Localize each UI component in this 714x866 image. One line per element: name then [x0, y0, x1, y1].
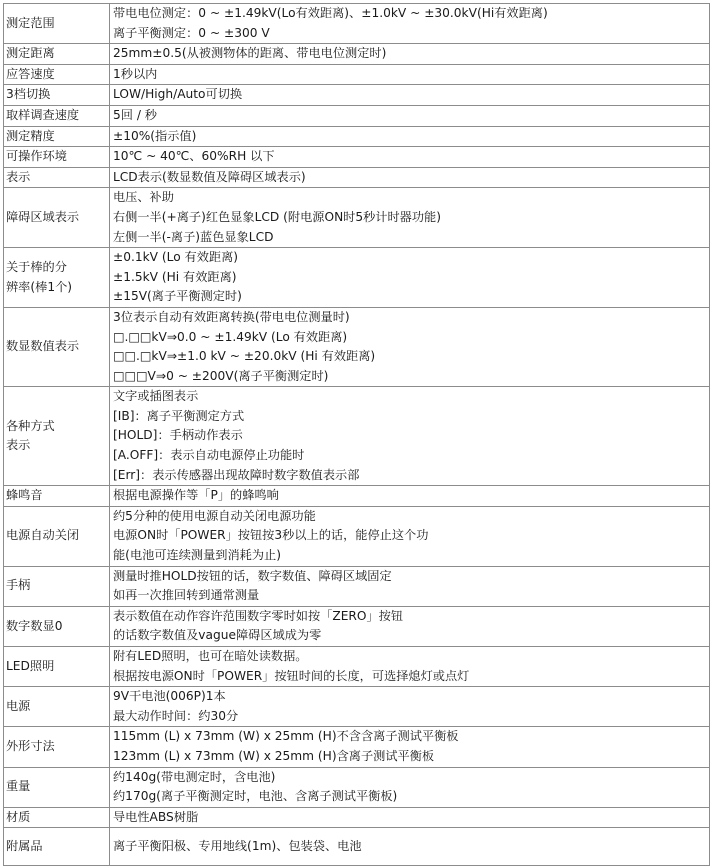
- spec-value: [110, 126, 710, 147]
- spec-value: [110, 566, 710, 606]
- spec-value-line: 根据电源操作等「P」的蜂鸣响: [113, 488, 279, 503]
- spec-value-line: ±1.5kV (Hi 有效距离): [113, 269, 237, 284]
- spec-row: [4, 828, 710, 866]
- spec-label: [4, 566, 110, 606]
- spec-value-line: 10℃ ~ 40℃、60%RH 以下: [113, 149, 275, 164]
- spec-row: [4, 727, 710, 767]
- spec-value-line: 离子平衡测定：0 ~ ±300 V: [113, 25, 270, 40]
- spec-label-text: 表示: [6, 169, 31, 184]
- spec-value-line: 带电电位测定：0 ~ ±1.49kV(Lo有效距离)、±1.0kV ~ ±30.0kV(Hi有效距离): [113, 6, 548, 20]
- spec-value-line: 离子平衡阳极、专用地线(1m)、包装袋、电池: [113, 839, 362, 854]
- spec-label: [4, 188, 110, 248]
- spec-label: [4, 387, 110, 486]
- spec-label-text: 蜂鸣音: [6, 488, 43, 503]
- spec-label-text: 数显数值表示: [6, 339, 80, 354]
- spec-value-line: □□□V⇒0 ~ ±200V(离子平衡测定时): [113, 368, 329, 383]
- spec-value-line: 115mm (L) x 73mm (W) x 25mm (H)不含含离子测试平衡板: [113, 729, 459, 744]
- spec-label-text: 测定精度: [6, 128, 55, 143]
- spec-label-text: 电源自动关闭: [6, 528, 80, 543]
- spec-label-text: 表示: [6, 438, 31, 453]
- spec-row: [4, 687, 710, 727]
- spec-row: [4, 167, 710, 188]
- spec-value-line: ±10%(指示值): [113, 128, 197, 143]
- spec-value-line: ±15V(离子平衡测定时): [113, 289, 242, 304]
- spec-row: [4, 248, 710, 308]
- spec-value-line: LCD表示(数显数值及障碍区域表示): [113, 169, 306, 184]
- spec-label-text: 应答速度: [6, 66, 55, 81]
- spec-row: [4, 147, 710, 168]
- spec-label-text: 各种方式: [6, 418, 55, 433]
- spec-label: [4, 248, 110, 308]
- spec-label: [4, 687, 110, 727]
- spec-value: [110, 188, 710, 248]
- spec-value: [110, 167, 710, 188]
- spec-row: [4, 807, 710, 828]
- spec-label-text: 取样调查速度: [6, 107, 80, 122]
- spec-label: [4, 767, 110, 807]
- spec-value: [110, 486, 710, 507]
- spec-table-body: [4, 4, 710, 866]
- spec-label-text: 附属品: [6, 839, 43, 854]
- spec-value-line: 约170g(离子平衡测定时，电池、含离子测试平衡板): [113, 789, 398, 804]
- spec-label: [4, 828, 110, 866]
- spec-value-line: 9V干电池(006P)1本: [113, 689, 226, 704]
- spec-label: [4, 126, 110, 147]
- spec-row: [4, 486, 710, 507]
- spec-label-text: 电源: [6, 698, 31, 713]
- spec-row: [4, 188, 710, 248]
- spec-value: [110, 105, 710, 126]
- spec-value: [110, 44, 710, 65]
- spec-value: [110, 147, 710, 168]
- spec-value-line: 约5分种的使用电源自动关闭电源功能: [113, 508, 316, 523]
- spec-label-text: 关于棒的分: [6, 259, 67, 274]
- spec-value: [110, 387, 710, 486]
- spec-value-line: 表示数值在动作容许范围数字零时如按「ZERO」按钮: [113, 608, 404, 623]
- spec-row: [4, 4, 710, 44]
- spec-value-line: 能(电池可连续测量到消耗为止): [113, 548, 281, 563]
- spec-label: [4, 486, 110, 507]
- spec-value-line: 25mm±0.5(从被测物体的距离、带电电位测定时): [113, 46, 387, 61]
- spec-label-text: 数字数显0: [6, 618, 63, 633]
- spec-row: [4, 506, 710, 566]
- spec-value-line: 1秒以内: [113, 66, 158, 81]
- spec-value-line: 导电性ABS树脂: [113, 809, 199, 824]
- spec-value-line: 的话数字数值及vague障碍区域成为零: [113, 628, 322, 643]
- spec-label-text: 测定距离: [6, 46, 55, 61]
- spec-row: [4, 44, 710, 65]
- spec-row: [4, 64, 710, 85]
- spec-value: [110, 647, 710, 687]
- spec-label: [4, 64, 110, 85]
- spec-label-text: 辨率(棒1个): [6, 279, 73, 294]
- spec-label-text: 手柄: [6, 578, 31, 593]
- spec-row: [4, 85, 710, 106]
- spec-label: [4, 105, 110, 126]
- spec-value-line: □□.□kV⇒±1.0 kV ~ ±20.0kV (Hi 有效距离): [113, 349, 376, 364]
- spec-value-line: [A.OFF]：表示自动电源停止功能时: [113, 448, 305, 463]
- spec-value-line: 约140g(带电测定时，含电池): [113, 769, 276, 784]
- spec-value: [110, 307, 710, 386]
- spec-label-text: 外形寸法: [6, 739, 55, 754]
- spec-label: [4, 307, 110, 386]
- spec-label: [4, 4, 110, 44]
- spec-label-text: 材质: [6, 809, 31, 824]
- spec-value: [110, 4, 710, 44]
- spec-label: [4, 147, 110, 168]
- spec-label: [4, 647, 110, 687]
- spec-value-line: 电源ON时「POWER」按钮按3秒以上的话，能停止这个功: [113, 528, 429, 543]
- spec-value-line: 最大动作时间：约30分: [113, 708, 239, 723]
- spec-label: [4, 167, 110, 188]
- spec-label: [4, 85, 110, 106]
- spec-value-line: 如再一次推回转到通常测量: [113, 588, 260, 603]
- spec-row: [4, 767, 710, 807]
- spec-label-text: 可操作环境: [6, 149, 67, 164]
- spec-label: [4, 606, 110, 646]
- spec-value: [110, 807, 710, 828]
- spec-row: [4, 647, 710, 687]
- spec-value: [110, 828, 710, 866]
- spec-value: [110, 767, 710, 807]
- spec-value-line: LOW/High/Auto可切换: [113, 87, 243, 102]
- spec-label-text: 重量: [6, 779, 31, 794]
- spec-value-line: □.□□kV⇒0.0 ~ ±1.49kV (Lo 有效距离): [113, 329, 348, 344]
- spec-value-line: 附有LED照明，也可在暗处读数据。: [113, 649, 308, 663]
- spec-value-line: [Err]：表示传感器出现故障时数字数值表示部: [113, 467, 360, 482]
- spec-label-text: 3档切换: [6, 87, 51, 102]
- spec-row: [4, 387, 710, 486]
- spec-value-line: 文字或插图表示: [113, 389, 199, 404]
- spec-value: [110, 506, 710, 566]
- spec-row: [4, 606, 710, 646]
- spec-row: [4, 307, 710, 386]
- spec-label-text: 测定范围: [6, 15, 55, 30]
- spec-value: [110, 248, 710, 308]
- spec-value: [110, 85, 710, 106]
- spec-label: [4, 727, 110, 767]
- spec-label-text: LED照明: [6, 658, 55, 673]
- spec-label: [4, 807, 110, 828]
- spec-value-line: 123mm (L) x 73mm (W) x 25mm (H)含离子测试平衡板: [113, 748, 435, 763]
- spec-label: [4, 44, 110, 65]
- spec-value-line: ±0.1kV (Lo 有效距离): [113, 250, 239, 265]
- spec-row: [4, 105, 710, 126]
- spec-value-line: 3位表示自动有效距离转换(带电电位测量时): [113, 309, 350, 324]
- spec-value: [110, 687, 710, 727]
- spec-value: [110, 64, 710, 85]
- spec-value: [110, 727, 710, 767]
- spec-value-line: 右侧一半(+离子)红色显象LCD (附电源ON时5秒计时器功能): [113, 209, 442, 224]
- spec-value-line: 5回 / 秒: [113, 107, 157, 122]
- spec-value-line: 左侧一半(-离子)蓝色显象LCD: [113, 229, 274, 244]
- spec-value-line: 根据按电源ON时「POWER」按钮时间的长度，可选择熄灯或点灯: [113, 668, 470, 683]
- spec-row: [4, 126, 710, 147]
- spec-label-text: 障碍区域表示: [6, 209, 80, 224]
- spec-label: [4, 506, 110, 566]
- spec-value-line: 测量时推HOLD按钮的话，数字数值、障碍区域固定: [113, 568, 392, 583]
- spec-value: [110, 606, 710, 646]
- spec-row: [4, 566, 710, 606]
- spec-value-line: [HOLD]：手柄动作表示: [113, 428, 243, 443]
- spec-value-line: 电压、补助: [113, 190, 174, 205]
- spec-value-line: [IB]：离子平衡测定方式: [113, 408, 245, 423]
- spec-table: [3, 3, 710, 866]
